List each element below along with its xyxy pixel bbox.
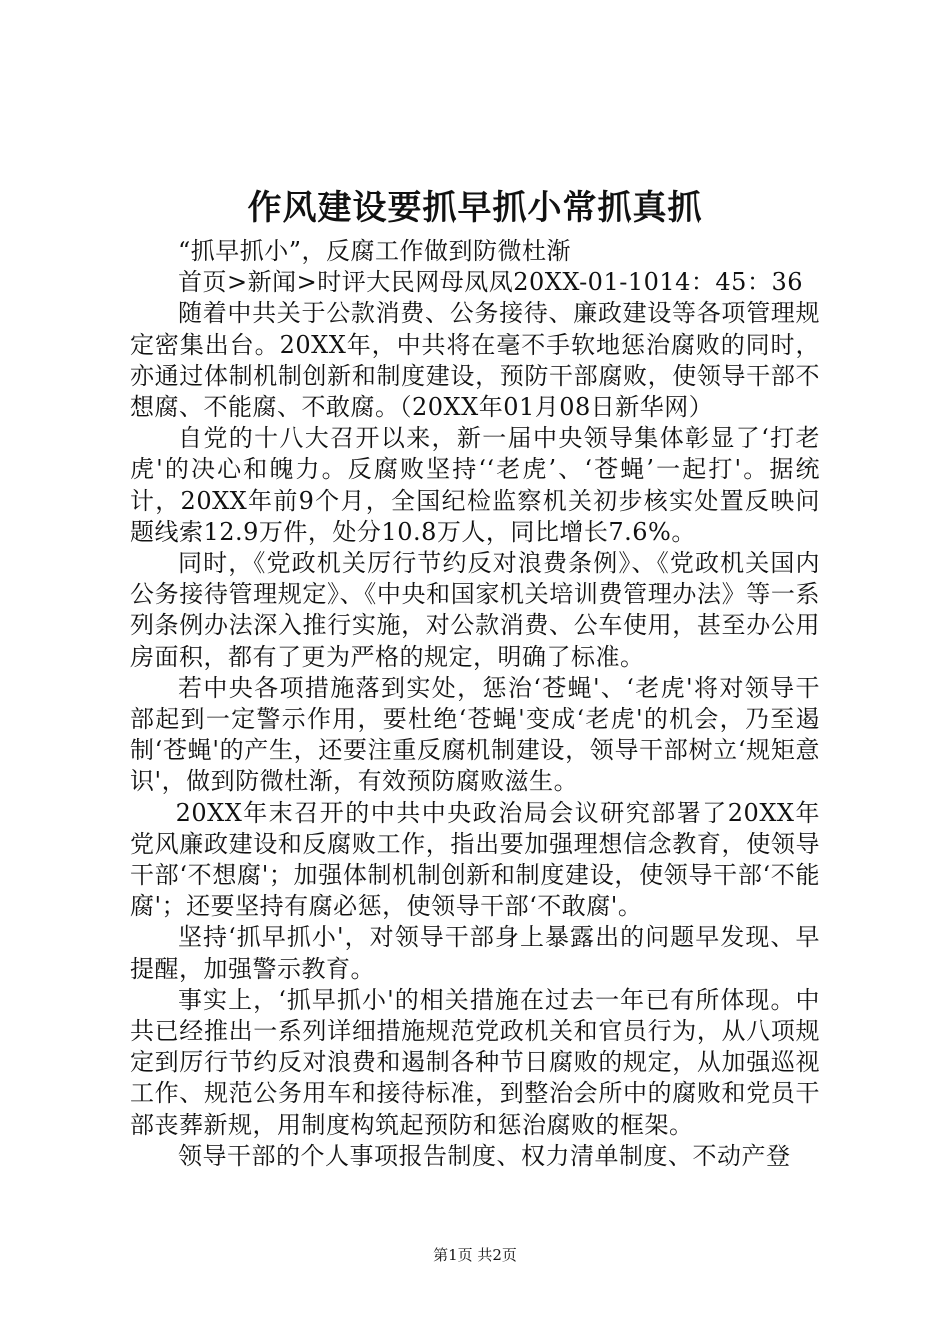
document-body bbox=[130, 236, 820, 1172]
paragraph-breadcrumb-source: 首页>新闻>时评大民网母凤凤20XX-01-1014：45：36 bbox=[178, 268, 803, 297]
paragraph-politburo: 20XX年末召开的中共中央政治局会议研究部署了20XX年党风廉政建设和反腐败工作，指出要加强理想信念教育，使领导干部‘不想腐'；加强体制机制创新和制度建设，使领导干部‘不能腐'；还要坚持有腐必惩，使领导干部‘不敢腐'。 bbox=[130, 798, 820, 921]
page-number-footer: 第1页 共2页 bbox=[433, 1246, 517, 1264]
paragraph-statistics: 自党的十八大召开以来，新一届中央领导集体彰显了‘打老虎'的决心和魄力。反腐败坚持‘‘老虎’、‘苍蝇’一起打'。据统计，20XX年前9个月，全国纪检监察机关初步核实处置反映问题线索12.9万件，处分10.8万人，同比增长7.6%。 bbox=[130, 424, 820, 546]
paragraph-measures: 若中央各项措施落到实处，惩治‘苍蝇'、‘老虎'将对领导干部起到一定警示作用，要杜绝‘苍蝇'变成‘老虎'的机会，乃至遏制‘苍蝇'的产生，还要注重反腐机制建设，领导干部树立‘规矩意识'，做到防微杜渐，有效预防腐败滋生。 bbox=[130, 673, 820, 796]
document-title: 作风建设要抓早抓小常抓真抓 bbox=[247, 188, 703, 228]
paragraph-subtitle: “抓早抓小”，反腐工作做到防微杜渐 bbox=[178, 237, 572, 265]
paragraph-intro: 随着中共关于公款消费、公务接待、廉政建设等各项管理规定密集出台。20XX年，中共将在毫不手软地惩治腐败的同时，亦通过体制机制创新和制度建设，预防干部腐败，使领导干部不想腐、不能腐、不敢腐。（20XX年01月08日新华网） bbox=[130, 299, 820, 422]
paragraph-reporting: 领导干部的个人事项报告制度、权力清单制度、不动产登 bbox=[178, 1141, 791, 1170]
paragraph-regulations: 同时，《党政机关厉行节约反对浪费条例》、《党政机关国内公务接待管理规定》、《中央和国家机关培训费管理办法》等一系列条例办法深入推行实施，对公款消费、公车使用，甚至办公用房面积，都有了更为严格的规定，明确了标准。 bbox=[130, 549, 820, 671]
paragraph-facts: 事实上，‘抓早抓小'的相关措施在过去一年已有所体现。中共已经推出一系列详细措施规范党政机关和官员行为，从八项规定到厉行节约反对浪费和遏制各种节日腐败的规定，从加强巡视工作、规范公务用车和接待标准，到整治会所中的腐败和党员干部丧葬新规，用制度构筑起预防和惩治腐败的框架。 bbox=[130, 985, 820, 1139]
paragraph-early-action: 坚持‘抓早抓小'，对领导干部身上暴露出的问题早发现、早提醒，加强警示教育。 bbox=[130, 923, 820, 983]
